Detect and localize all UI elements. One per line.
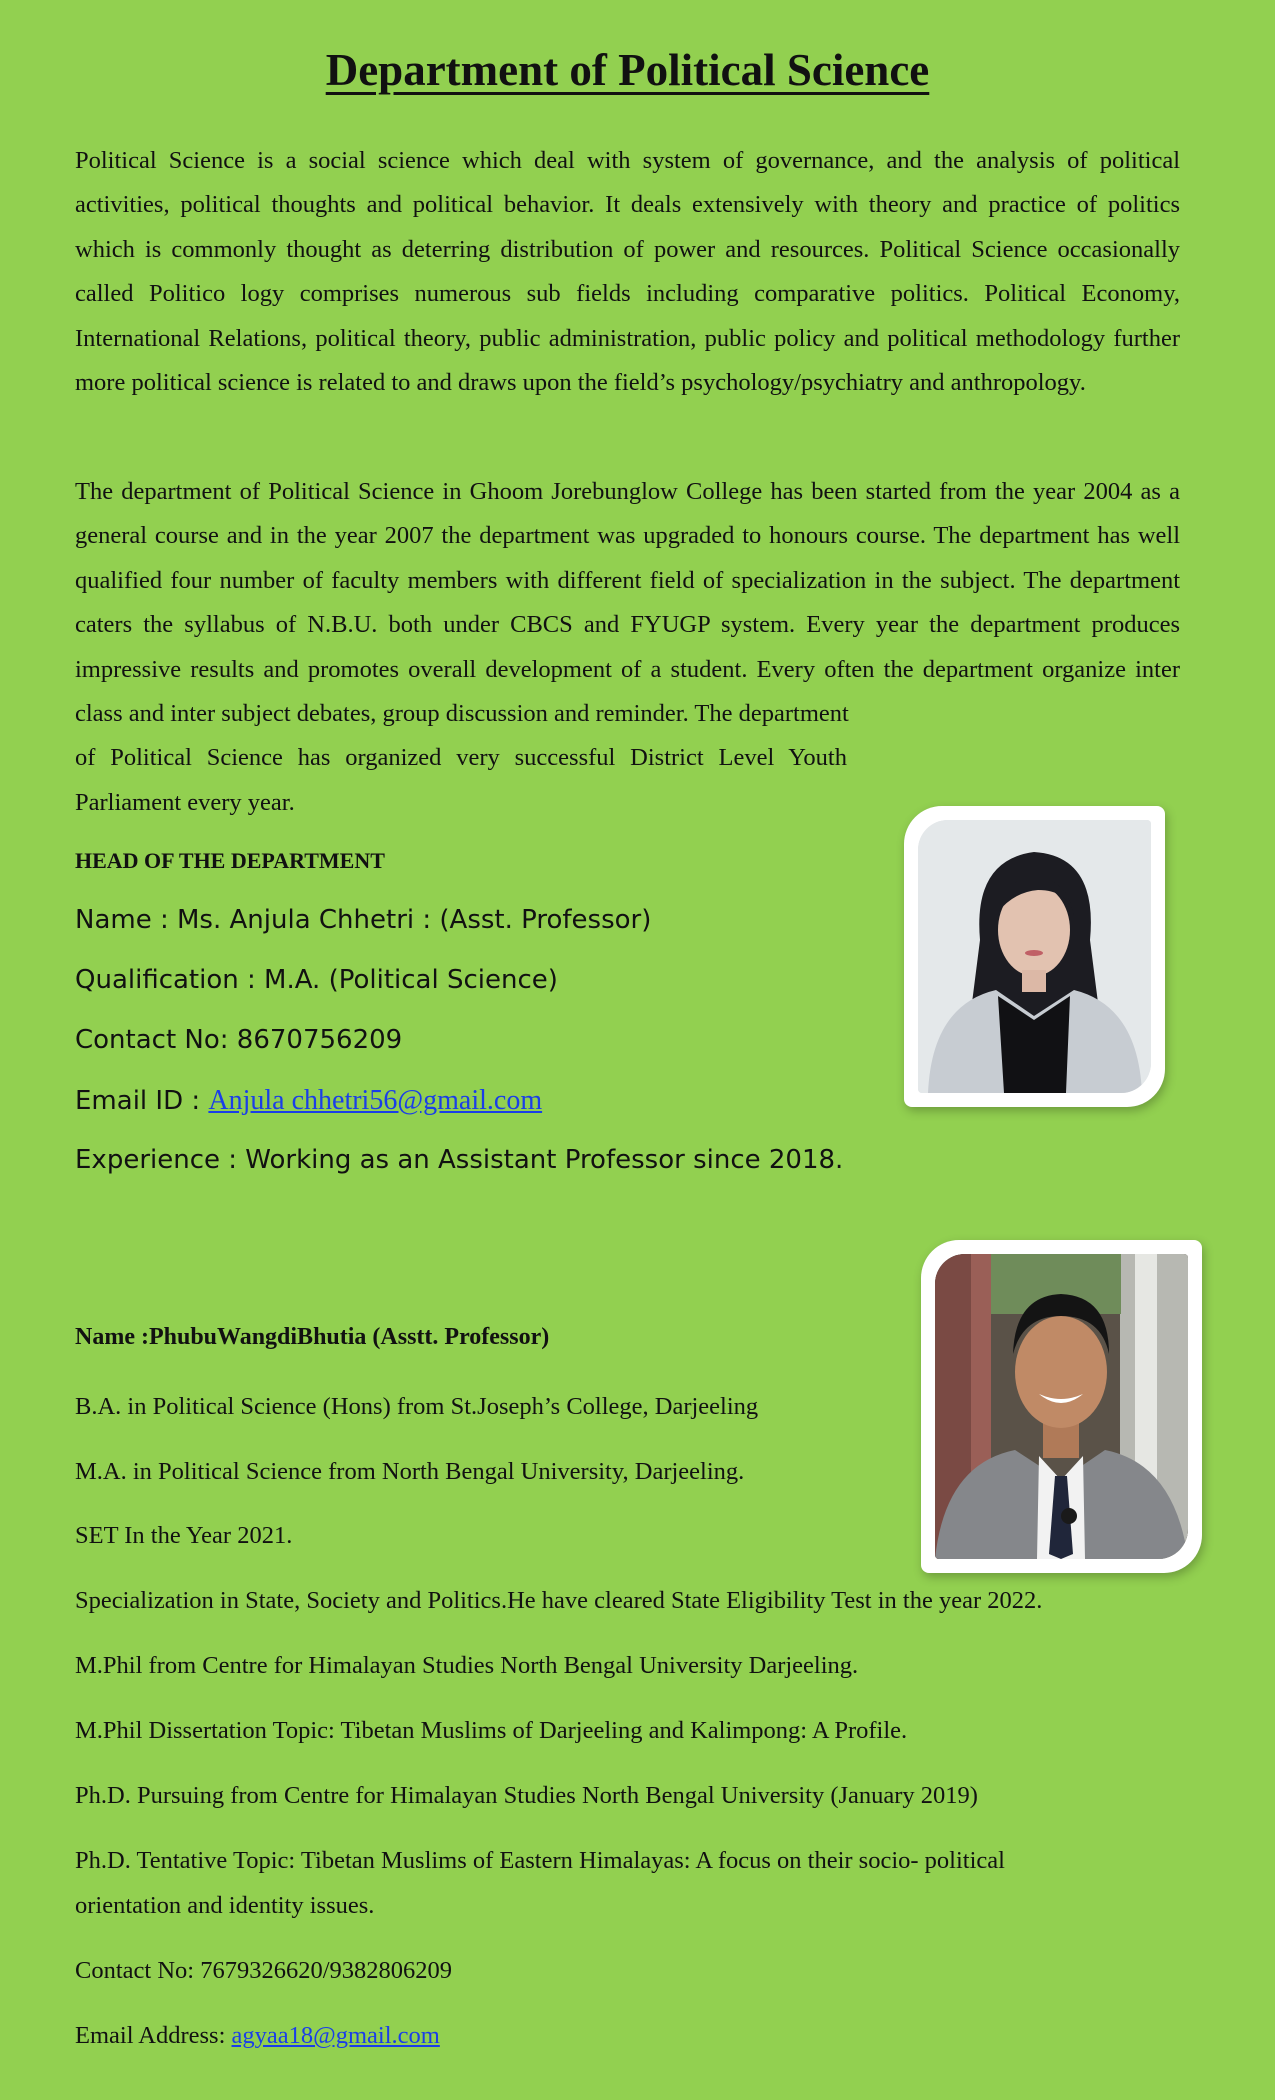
hod-email-label: Email ID : [75,1086,209,1116]
department-paragraph-last-line: Parliament every year. [75,788,295,816]
hod-name: Name : Ms. Anjula Chhetri : (Asst. Professor) [75,905,652,935]
faculty2-detail-10: Contact No: 7679326620/9382806209 [75,1957,453,1984]
hod-heading: HEAD OF THE DEPARTMENT [75,848,385,873]
faculty2-detail-1: B.A. in Political Science (Hons) from St.Joseph’s College, Darjeeling [75,1393,759,1420]
hod-email-row [75,1085,542,1117]
faculty2-detail-9: orientation and identity issues. [75,1892,375,1919]
faculty2-name: Name :PhubuWangdiBhutia (Asstt. Professor) [75,1324,550,1350]
hod-photo-frame [904,806,1165,1107]
faculty2-detail-3: SET In the Year 2021. [75,1522,293,1549]
hod-email-link[interactable]: Anjula chhetri56@gmail.com [208,1085,543,1116]
faculty2-email-row [75,2022,440,2050]
faculty2-detail-6: M.Phil Dissertation Topic: Tibetan Muslims of Darjeeling and Kalimpong: A Profile. [75,1717,908,1744]
faculty2-photo [935,1254,1188,1559]
hod-qualification: Qualification : M.A. (Political Science) [75,965,558,995]
hod-contact: Contact No: 8670756209 [75,1025,403,1055]
department-paragraph [75,470,1180,825]
department-paragraph-short-line: of Political Science has organized very successful District Level Youth [75,744,847,772]
hod-photo [918,820,1151,1093]
faculty2-photo-frame [921,1240,1202,1573]
page-title [0,44,1255,96]
hod-experience: Experience : Working as an Assistant Professor since 2018. [75,1145,844,1175]
faculty2-portrait-icon [935,1254,1188,1559]
hod-portrait-icon [918,820,1151,1093]
intro-paragraph: Political Science is a social science which deal with system of governance, and the analysis of political activities, political thoughts and political behavior. It deals extensively with theory and practice of politics which is commonly thought as deterring distribution of power and resources. Political Science occasionally called Politico logy comprises numerous sub fields including comparative politics. Political Economy, International Relations, political theory, public administration, public policy and political methodology further more political science is related to and draws upon the field’s psychology/psychiatry and anthropology. [75,147,1180,397]
faculty2-detail-8: Ph.D. Tentative Topic: Tibetan Muslims of Eastern Himalayas: A focus on their socio- political [75,1847,1005,1874]
page-title-text: Department of Political Science [325,45,930,95]
faculty2-detail-5: M.Phil from Centre for Himalayan Studies North Bengal University Darjeeling. [75,1652,859,1679]
faculty2-email-label: Email Address: [75,2022,232,2049]
faculty2-detail-4: Specialization in State, Society and Politics.He have cleared State Eligibility Test in the year 2022. [75,1587,1043,1614]
faculty2-email-link[interactable]: agyaa18@gmail.com [231,2022,440,2049]
faculty2-detail-2: M.A. in Political Science from North Bengal University, Darjeeling. [75,1458,745,1485]
department-paragraph-main: The department of Political Science in Ghoom Jorebunglow College has been started from the year 2004 as a general course and in the year 2007 the department was upgraded to honours course. The department has well qualified four number of faculty members with different field of specialization in the subject. The department caters the syllabus of N.B.U. both under CBCS and FYUGP system. Every year the department produces impressive results and promotes overall development of a student. Every often the department organize inter class and inter subject debates, group discussion and reminder. The department [75,478,1180,728]
faculty2-detail-7: Ph.D. Pursuing from Centre for Himalayan Studies North Bengal University (January 2019) [75,1782,978,1809]
